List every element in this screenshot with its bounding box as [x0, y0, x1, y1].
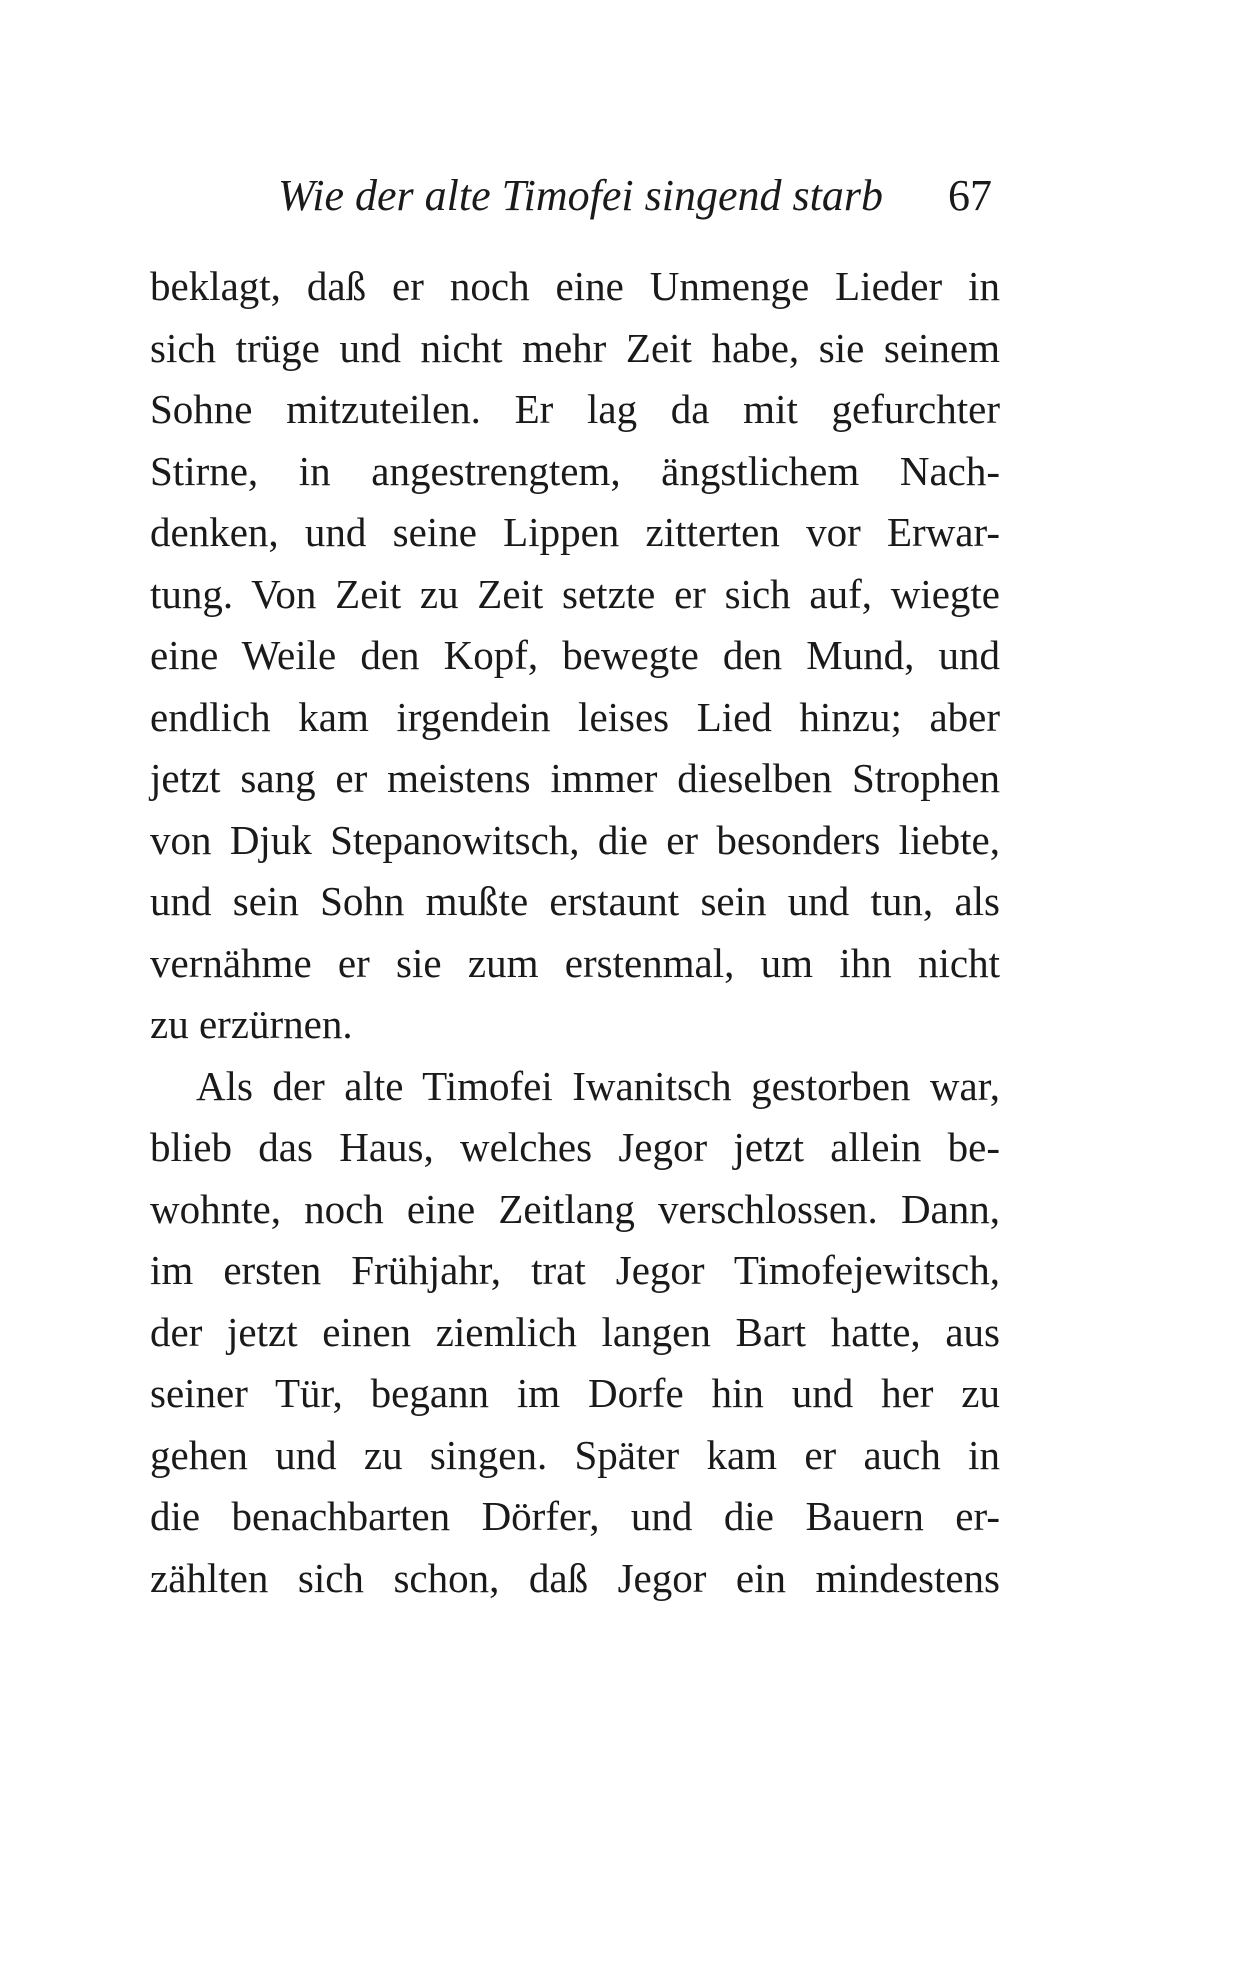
text-line: jetzt sang er meistens immer dieselben Strophen: [150, 755, 1000, 801]
text-line: zu erzürnen.: [150, 1001, 353, 1047]
text-line: endlich kam irgendein leises Lied hinzu; aber: [150, 693, 1000, 740]
paragraph-2: [150, 1056, 1000, 1610]
text-line: denken, und seine Lippen zitterten vor Erwar-: [150, 509, 1000, 555]
text-line: Stirne, in angestrengtem, ängstlichem Nach-: [150, 447, 1000, 494]
text-line: sich trüge und nicht mehr Zeit habe, sie seinem: [150, 324, 1000, 371]
text-line: der jetzt einen ziemlich langen Bart hatte, aus: [150, 1308, 1000, 1355]
text-line: blieb das Haus, welches Jegor jetzt allein be-: [150, 1124, 1000, 1170]
text-line: eine Weile den Kopf, bewegte den Mund, und: [150, 632, 1000, 678]
text-line: Als der alte Timofei Iwanitsch gestorben war,: [196, 1062, 1000, 1109]
body-text: [150, 256, 1000, 1609]
text-line: vernähme er sie zum erstenmal, um ihn nicht: [150, 939, 1000, 986]
text-line: und sein Sohn mußte erstaunt sein und tun, als: [150, 878, 1000, 924]
running-head: [150, 166, 1000, 226]
running-title: Wie der alte Timofei singend starb: [278, 171, 883, 220]
text-line: die benachbarten Dörfer, und die Bauern er-: [150, 1493, 1000, 1539]
text-line: wohnte, noch eine Zeitlang verschlossen. Dann,: [150, 1185, 1000, 1232]
text-line: tung. Von Zeit zu Zeit setzte er sich auf, wiegte: [150, 570, 1000, 617]
text-line: im ersten Frühjahr, trat Jegor Timofejewitsch,: [150, 1247, 1000, 1293]
text-line: seiner Tür, begann im Dorfe hin und her zu: [150, 1370, 1000, 1416]
page-number: 67: [948, 171, 992, 220]
text-line: beklagt, daß er noch eine Unmenge Lieder in: [150, 263, 1000, 309]
text-line: von Djuk Stepanowitsch, die er besonders liebte,: [150, 816, 1000, 863]
paragraph-1: [150, 256, 1000, 1056]
text-line: Sohne mitzuteilen. Er lag da mit gefurchter: [150, 386, 1000, 432]
text-line: gehen und zu singen. Später kam er auch in: [150, 1431, 1000, 1478]
text-line: zählten sich schon, daß Jegor ein mindestens: [150, 1554, 1000, 1601]
